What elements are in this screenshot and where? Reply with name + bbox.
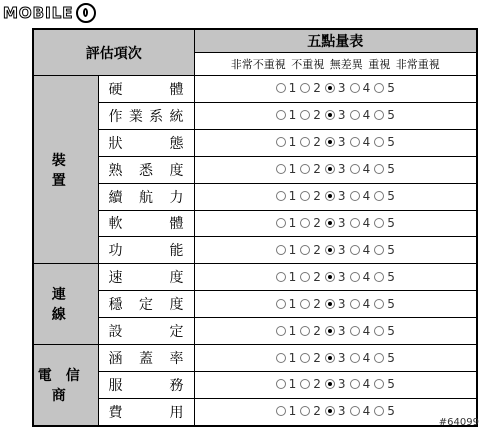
rating-option[interactable] — [325, 189, 346, 203]
radio-button[interactable] — [374, 406, 384, 416]
radio-button[interactable] — [350, 245, 360, 255]
rating-option[interactable] — [350, 377, 371, 391]
rating-option[interactable] — [325, 81, 346, 95]
item-label: 速度 — [108, 270, 184, 287]
rating-number: 5 — [387, 404, 395, 419]
rating-number: 1 — [288, 162, 297, 177]
category-cell — [33, 264, 98, 345]
rating-scale — [194, 398, 477, 426]
radio-button[interactable] — [374, 83, 384, 93]
rating-option[interactable] — [350, 270, 371, 284]
rating-number: 3 — [337, 135, 346, 150]
table-row — [33, 183, 477, 210]
rating-option[interactable] — [325, 404, 346, 418]
radio-button[interactable] — [300, 218, 310, 228]
table-row — [33, 76, 477, 103]
rating-option[interactable] — [374, 135, 395, 149]
item-label: 設定 — [108, 324, 184, 341]
rating-option[interactable] — [300, 243, 321, 257]
table-row — [33, 102, 477, 129]
radio-button[interactable] — [276, 83, 286, 93]
radio-button[interactable] — [350, 191, 360, 201]
rating-number: 5 — [387, 81, 395, 96]
rating-option[interactable] — [300, 135, 321, 149]
rating-option[interactable] — [300, 377, 321, 391]
scale-label: 非常重視 — [395, 58, 440, 71]
rating-number: 4 — [362, 189, 371, 204]
rating-option[interactable] — [350, 135, 371, 149]
evaluation-table — [32, 28, 478, 427]
rating-number: 3 — [337, 215, 346, 230]
radio-button[interactable] — [300, 406, 310, 416]
radio-button[interactable] — [276, 379, 286, 389]
rating-scale — [194, 264, 477, 291]
rating-number: 4 — [362, 135, 371, 150]
radio-button[interactable] — [350, 379, 360, 389]
item-cell — [98, 345, 194, 372]
rating-option[interactable] — [276, 189, 297, 203]
rating-number: 5 — [387, 135, 395, 150]
scale-label: 重視 — [368, 58, 391, 71]
rating-option[interactable] — [374, 108, 395, 122]
radio-button[interactable] — [350, 326, 360, 336]
rating-option[interactable] — [276, 404, 297, 418]
radio-button[interactable] — [325, 299, 335, 309]
item-cell — [98, 183, 194, 210]
rating-option[interactable] — [350, 351, 371, 365]
rating-number: 2 — [313, 189, 321, 204]
rating-number: 1 — [288, 81, 297, 96]
radio-button[interactable] — [325, 83, 335, 93]
rating-number: 1 — [288, 350, 297, 365]
category-cell — [33, 76, 98, 264]
rating-number: 3 — [337, 377, 346, 392]
item-cell — [98, 398, 194, 426]
item-label: 硬體 — [108, 81, 184, 98]
scale-header: 五點量表 — [194, 29, 477, 53]
rating-number: 5 — [387, 350, 395, 365]
item-cell — [98, 210, 194, 237]
rating-number: 1 — [288, 323, 297, 338]
rating-number: 5 — [387, 108, 395, 123]
rating-option[interactable] — [374, 216, 395, 230]
rating-number: 4 — [362, 323, 371, 338]
rating-option[interactable] — [350, 189, 371, 203]
item-cell — [98, 371, 194, 398]
category-label: 電信商 — [37, 368, 94, 405]
radio-button[interactable] — [374, 379, 384, 389]
radio-button[interactable] — [300, 272, 310, 282]
mobile01-logo-icon — [76, 3, 96, 23]
rating-option[interactable] — [325, 108, 346, 122]
rating-option[interactable] — [300, 324, 321, 338]
rating-option[interactable] — [276, 162, 297, 176]
rating-number: 4 — [362, 269, 371, 284]
rating-number: 1 — [288, 377, 297, 392]
rating-option[interactable] — [374, 404, 395, 418]
rating-option[interactable] — [325, 216, 346, 230]
radio-button[interactable] — [325, 245, 335, 255]
radio-button[interactable] — [325, 353, 335, 363]
radio-button[interactable] — [325, 191, 335, 201]
rating-option[interactable] — [300, 297, 321, 311]
rating-option[interactable] — [350, 162, 371, 176]
rating-option[interactable] — [350, 243, 371, 257]
radio-button[interactable] — [374, 272, 384, 282]
item-cell — [98, 102, 194, 129]
rating-option[interactable] — [374, 297, 395, 311]
rating-scale — [194, 318, 477, 345]
rating-option[interactable] — [374, 377, 395, 391]
rating-option[interactable] — [325, 243, 346, 257]
rating-number: 4 — [362, 404, 371, 419]
rating-scale — [194, 156, 477, 183]
rating-number: 1 — [288, 269, 297, 284]
radio-button[interactable] — [350, 406, 360, 416]
rating-number: 3 — [337, 269, 346, 284]
rating-option[interactable] — [276, 324, 297, 338]
table-row — [33, 264, 477, 291]
radio-button[interactable] — [374, 245, 384, 255]
rating-option[interactable] — [300, 81, 321, 95]
radio-button[interactable] — [276, 137, 286, 147]
radio-button[interactable] — [374, 137, 384, 147]
rating-number: 1 — [288, 189, 297, 204]
item-label: 續航力 — [108, 189, 184, 206]
radio-button[interactable] — [350, 164, 360, 174]
rating-option[interactable] — [350, 81, 371, 95]
rating-number: 3 — [337, 242, 346, 257]
rating-option[interactable] — [374, 351, 395, 365]
item-label: 服務 — [108, 377, 184, 394]
table-row — [33, 398, 477, 426]
rating-number: 1 — [288, 215, 297, 230]
radio-button[interactable] — [350, 353, 360, 363]
scale-label: 非常不重視 — [230, 58, 286, 71]
item-cell — [98, 318, 194, 345]
rating-option[interactable] — [325, 270, 346, 284]
rating-option[interactable] — [350, 297, 371, 311]
radio-button[interactable] — [276, 272, 286, 282]
rating-number: 3 — [337, 108, 346, 123]
rating-number: 1 — [288, 296, 297, 311]
radio-button[interactable] — [374, 110, 384, 120]
radio-button[interactable] — [276, 245, 286, 255]
scale-labels — [194, 53, 477, 76]
rating-number: 1 — [288, 135, 297, 150]
rating-number: 5 — [387, 269, 395, 284]
rating-number: 2 — [313, 242, 321, 257]
rating-number: 2 — [313, 404, 321, 419]
rating-number: 5 — [387, 215, 395, 230]
radio-button[interactable] — [350, 218, 360, 228]
rating-option[interactable] — [325, 377, 346, 391]
rating-scale — [194, 76, 477, 103]
rating-number: 5 — [387, 162, 395, 177]
rating-option[interactable] — [276, 243, 297, 257]
radio-button[interactable] — [300, 110, 310, 120]
rating-number: 5 — [387, 377, 395, 392]
table-row — [33, 129, 477, 156]
rating-number: 1 — [288, 404, 297, 419]
radio-button[interactable] — [276, 406, 286, 416]
rating-option[interactable] — [300, 162, 321, 176]
rating-scale — [194, 237, 477, 264]
rating-number: 3 — [337, 162, 346, 177]
item-label: 費用 — [108, 404, 184, 421]
rating-number: 4 — [362, 242, 371, 257]
rating-number: 3 — [337, 323, 346, 338]
rating-number: 4 — [362, 81, 371, 96]
rating-number: 2 — [313, 296, 321, 311]
item-label: 作業系統 — [108, 108, 184, 125]
rating-option[interactable] — [276, 351, 297, 365]
rating-number: 4 — [362, 162, 371, 177]
radio-button[interactable] — [300, 353, 310, 363]
item-header: 評估項次 — [33, 29, 194, 76]
radio-button[interactable] — [325, 379, 335, 389]
rating-scale — [194, 371, 477, 398]
radio-button[interactable] — [374, 218, 384, 228]
scale-label: 不重視 — [291, 58, 325, 71]
rating-number: 2 — [313, 108, 321, 123]
table-row — [33, 318, 477, 345]
item-cell — [98, 76, 194, 103]
radio-button[interactable] — [276, 164, 286, 174]
rating-option[interactable] — [325, 324, 346, 338]
rating-scale — [194, 183, 477, 210]
rating-number: 5 — [387, 323, 395, 338]
table-row — [33, 371, 477, 398]
rating-option[interactable] — [374, 81, 395, 95]
rating-option[interactable] — [350, 404, 371, 418]
rating-option[interactable] — [276, 297, 297, 311]
radio-button[interactable] — [276, 353, 286, 363]
rating-option[interactable] — [276, 108, 297, 122]
rating-number: 5 — [387, 296, 395, 311]
item-label: 功能 — [108, 243, 184, 260]
table-row — [33, 210, 477, 237]
rating-number: 2 — [313, 81, 321, 96]
rating-option[interactable] — [300, 270, 321, 284]
rating-number: 4 — [362, 350, 371, 365]
rating-number: 1 — [288, 108, 297, 123]
radio-button[interactable] — [350, 137, 360, 147]
item-label: 熟悉度 — [108, 162, 184, 179]
item-cell — [98, 264, 194, 291]
item-cell — [98, 156, 194, 183]
category-label: 裝 置 — [51, 152, 80, 189]
rating-scale — [194, 102, 477, 129]
radio-button[interactable] — [325, 406, 335, 416]
rating-number: 3 — [337, 189, 346, 204]
watermark: #64099 — [438, 417, 479, 428]
radio-button[interactable] — [276, 218, 286, 228]
rating-number: 3 — [337, 81, 346, 96]
radio-button[interactable] — [325, 164, 335, 174]
rating-number: 3 — [337, 404, 346, 419]
table-row — [33, 156, 477, 183]
rating-option[interactable] — [350, 216, 371, 230]
radio-button[interactable] — [276, 191, 286, 201]
radio-button[interactable] — [325, 326, 335, 336]
rating-number: 2 — [313, 269, 321, 284]
rating-scale — [194, 291, 477, 318]
rating-number: 4 — [362, 296, 371, 311]
rating-option[interactable] — [276, 81, 297, 95]
radio-button[interactable] — [350, 83, 360, 93]
radio-button[interactable] — [374, 353, 384, 363]
category-label: 連 線 — [51, 287, 80, 324]
rating-option[interactable] — [374, 324, 395, 338]
mobile01-logo — [3, 2, 96, 24]
radio-button[interactable] — [374, 326, 384, 336]
radio-button[interactable] — [300, 191, 310, 201]
table-row — [33, 237, 477, 264]
item-cell — [98, 237, 194, 264]
rating-number: 2 — [313, 323, 321, 338]
radio-button[interactable] — [300, 137, 310, 147]
rating-option[interactable] — [276, 135, 297, 149]
radio-button[interactable] — [374, 299, 384, 309]
rating-number: 4 — [362, 215, 371, 230]
rating-scale — [194, 210, 477, 237]
rating-option[interactable] — [374, 243, 395, 257]
radio-button[interactable] — [276, 110, 286, 120]
rating-option[interactable] — [300, 108, 321, 122]
rating-option[interactable] — [276, 270, 297, 284]
rating-number: 4 — [362, 108, 371, 123]
logo-text: MOBILE — [3, 4, 74, 22]
item-label: 涵蓋率 — [108, 351, 184, 368]
rating-number: 1 — [288, 242, 297, 257]
rating-scale — [194, 129, 477, 156]
scale-label: 無差異 — [329, 58, 363, 71]
radio-button[interactable] — [300, 245, 310, 255]
rating-number: 2 — [313, 377, 321, 392]
radio-button[interactable] — [350, 272, 360, 282]
rating-number: 5 — [387, 242, 395, 257]
radio-button[interactable] — [300, 326, 310, 336]
rating-option[interactable] — [325, 351, 346, 365]
table-row — [33, 345, 477, 372]
rating-option[interactable] — [374, 270, 395, 284]
item-label: 軟體 — [108, 216, 184, 233]
rating-option[interactable] — [350, 324, 371, 338]
rating-option[interactable] — [276, 216, 297, 230]
rating-option[interactable] — [374, 162, 395, 176]
rating-number: 3 — [337, 296, 346, 311]
radio-button[interactable] — [350, 110, 360, 120]
radio-button[interactable] — [276, 326, 286, 336]
radio-button[interactable] — [300, 299, 310, 309]
radio-button[interactable] — [374, 164, 384, 174]
rating-number: 2 — [313, 215, 321, 230]
rating-number: 4 — [362, 377, 371, 392]
rating-option[interactable] — [374, 189, 395, 203]
radio-button[interactable] — [300, 379, 310, 389]
rating-scale — [194, 345, 477, 372]
rating-number: 2 — [313, 162, 321, 177]
radio-button[interactable] — [300, 83, 310, 93]
rating-option[interactable] — [325, 162, 346, 176]
rating-option[interactable] — [300, 189, 321, 203]
radio-button[interactable] — [325, 218, 335, 228]
rating-option[interactable] — [276, 377, 297, 391]
radio-button[interactable] — [300, 164, 310, 174]
rating-option[interactable] — [350, 108, 371, 122]
rating-number: 2 — [313, 135, 321, 150]
rating-option[interactable] — [325, 135, 346, 149]
item-label: 穩定度 — [108, 297, 184, 314]
rating-option[interactable] — [300, 216, 321, 230]
rating-option[interactable] — [325, 297, 346, 311]
radio-button[interactable] — [325, 272, 335, 282]
radio-button[interactable] — [325, 137, 335, 147]
rating-number: 5 — [387, 189, 395, 204]
item-cell — [98, 291, 194, 318]
radio-button[interactable] — [374, 191, 384, 201]
radio-button[interactable] — [350, 299, 360, 309]
rating-option[interactable] — [300, 351, 321, 365]
survey-body — [33, 76, 477, 427]
radio-button[interactable] — [325, 110, 335, 120]
rating-number: 2 — [313, 350, 321, 365]
table-row — [33, 291, 477, 318]
rating-option[interactable] — [300, 404, 321, 418]
category-cell — [33, 345, 98, 426]
rating-number: 3 — [337, 350, 346, 365]
radio-button[interactable] — [276, 299, 286, 309]
item-cell — [98, 129, 194, 156]
item-label: 狀態 — [108, 135, 184, 152]
